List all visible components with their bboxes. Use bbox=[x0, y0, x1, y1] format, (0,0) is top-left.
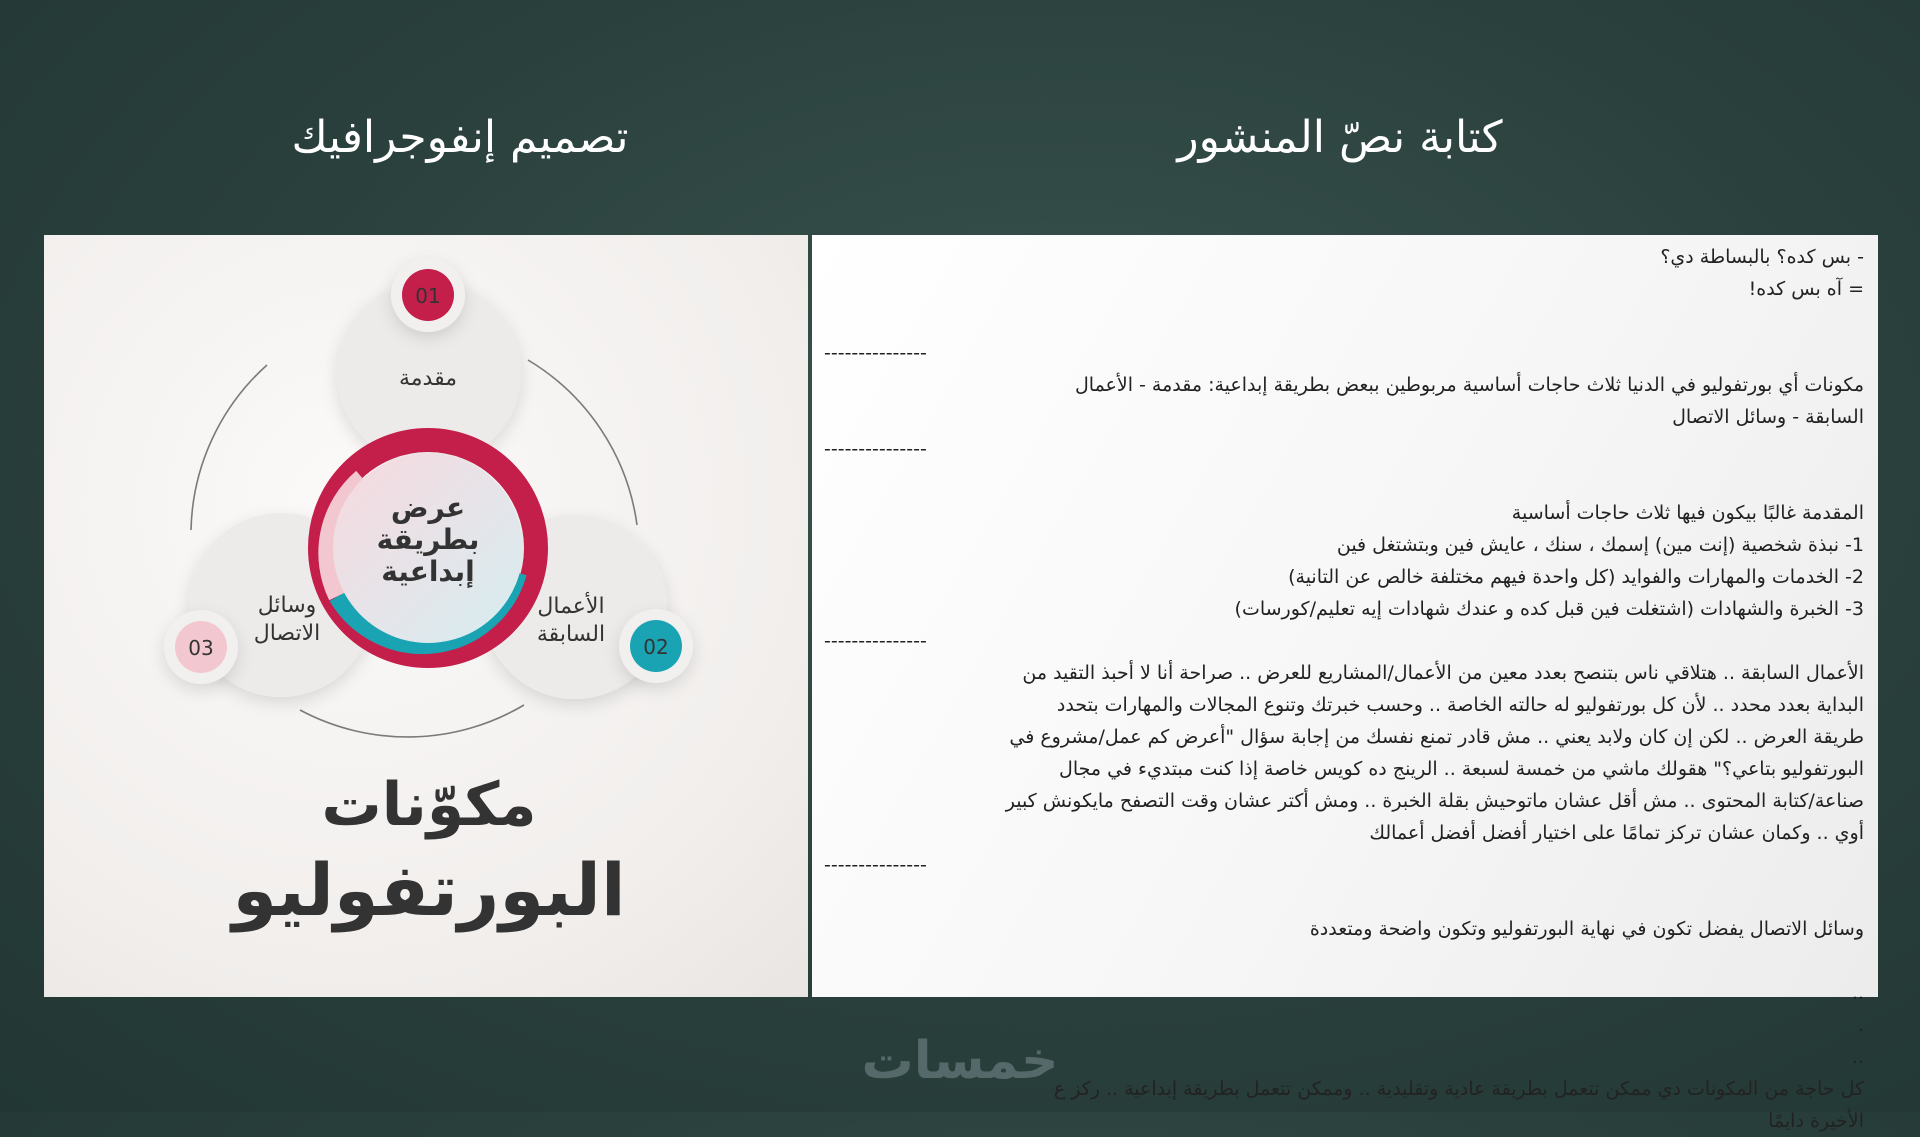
center-text-line-1: عرض bbox=[390, 491, 466, 524]
post-line: --------------- bbox=[824, 438, 927, 460]
post-line: صناعة/كتابة المحتوى .. مش أقل عشان ماتوحيش بقلة الخبرة .. ومش أكتر عشان وقت التصفح مايكونش كبير bbox=[1005, 790, 1864, 812]
post-line bbox=[824, 305, 1864, 337]
center-text-line-3: إبداعية bbox=[381, 555, 475, 588]
post-line: .. bbox=[1851, 982, 1864, 1004]
infographic-panel bbox=[44, 235, 808, 997]
post-line: --------------- bbox=[824, 630, 927, 652]
post-line: وسائل الاتصال يفضل تكون في نهاية البورتفوليو وتكون واضحة ومتعددة bbox=[1309, 918, 1864, 940]
post-line bbox=[824, 945, 1864, 977]
badge-01 bbox=[391, 258, 465, 332]
post-line: --------------- bbox=[824, 342, 927, 364]
post-line: الأعمال السابقة .. هتلاقي ناس بتنصح بعدد معين من الأعمال/المشاريع للعرض .. صراحة أنا لا أحبذ التقيد من bbox=[1022, 662, 1864, 684]
post-line: أوي .. وكمان عشان تركز تمامًا على اختيار أفضل أفضل أعمالك bbox=[1369, 822, 1864, 844]
badge-02 bbox=[619, 609, 693, 683]
center-text-line-2: بطريقة bbox=[376, 523, 480, 556]
post-line: مكونات أي بورتفوليو في الدنيا ثلاث حاجات أساسية مربوطين ببعض بطريقة إبداعية: مقدمة - الأعمال bbox=[1074, 374, 1864, 396]
badge-03 bbox=[164, 610, 238, 684]
post-line: - بس كده؟ بالبساطة دي؟ bbox=[1660, 246, 1864, 268]
contact-label-1: وسائل bbox=[257, 593, 317, 618]
badge-02-number: 02 bbox=[643, 635, 669, 659]
khamsat-logo bbox=[840, 1030, 1080, 1090]
post-line: الأخيرة دايمًا bbox=[1768, 1110, 1864, 1132]
post-line: 2- الخدمات والمهارات والفوايد (كل واحدة فيهم مختلفة خالص عن التانية) bbox=[1288, 566, 1864, 588]
post-line: السابقة - وسائل الاتصال bbox=[1672, 406, 1864, 428]
previous-work-label-1: الأعمال bbox=[537, 594, 605, 619]
post-line: طريقة العرض .. لكن إن كان ولابد يعني .. مش قادر تمنع نفسك من إجابة سؤال "أعرض كم عمل/مشروع في bbox=[1009, 726, 1864, 748]
post-line: = آه بس كده! bbox=[1748, 278, 1864, 300]
post-line: كل حاجة من المكونات دي ممكن تتعمل بطريقة عادية وتقليدية .. وممكن تتعمل بطريقة إبداعية .. ركز ع bbox=[1053, 1078, 1864, 1100]
previous-work-label-2: السابقة bbox=[536, 622, 606, 647]
post-line: المقدمة غالبًا بيكون فيها ثلاث حاجات أساسية bbox=[1511, 502, 1864, 524]
post-line: البداية بعدد محدد .. لأن كل بورتفوليو له حالته الخاصة .. وحسب خبرتك وتنوع المجالات والمهارات بتحدد bbox=[1056, 694, 1864, 716]
badge-01-number: 01 bbox=[415, 284, 441, 308]
post-text-body bbox=[824, 241, 1864, 1137]
post-line: 3- الخبرة والشهادات (اشتغلت فين قبل كده و عندك شهادات إيه تعليم/كورسات) bbox=[1234, 598, 1864, 620]
post-line: --------------- bbox=[824, 854, 927, 876]
post-line: 1- نبذة شخصية (إنت مين) إسمك ، سنك ، عايش فين وبتشتغل فين bbox=[1336, 534, 1864, 556]
intro-label: مقدمة bbox=[398, 366, 458, 391]
contact-label-2: الاتصال bbox=[253, 621, 321, 646]
infographic-title-line-2: البورتفوليو bbox=[232, 848, 626, 932]
khamsat-logo-mark bbox=[840, 1030, 1080, 1090]
badge-03-number: 03 bbox=[188, 636, 214, 660]
infographic-title-line-1: مكوّنات bbox=[321, 770, 537, 840]
post-heading: كتابة نصّ المنشور bbox=[1177, 112, 1503, 163]
post-line: .. bbox=[1851, 1046, 1864, 1068]
post-line: . bbox=[1857, 1014, 1864, 1036]
khamsat-logo-text: خمسات bbox=[861, 1031, 1059, 1091]
post-line: البورتفوليو بتاعي؟" هقولك ماشي من خمسة لسبعة .. الرينج ده كويس خاصة إذا كنت مبتديء في مجال bbox=[1059, 758, 1864, 780]
infographic-diagram bbox=[44, 235, 808, 997]
post-line bbox=[824, 465, 1864, 497]
infographic-heading: تصميم إنفوجرافيك bbox=[291, 112, 629, 163]
post-line bbox=[824, 881, 1864, 913]
